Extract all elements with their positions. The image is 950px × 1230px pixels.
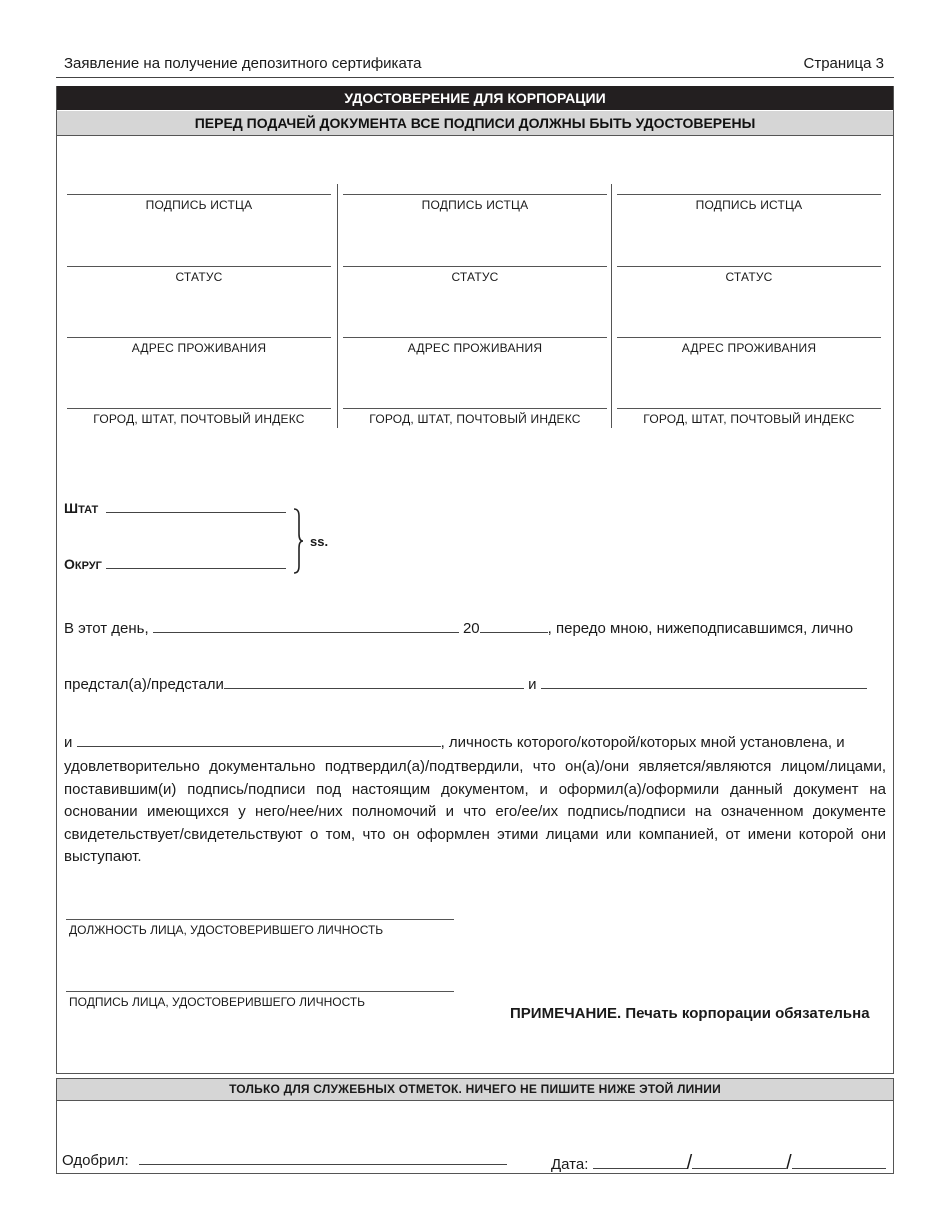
county-label: ОКРУГ [64, 556, 286, 572]
address-label: АДРЕС ПРОЖИВАНИЯ [407, 341, 543, 355]
status-field[interactable] [67, 266, 331, 267]
county-field[interactable] [106, 556, 286, 569]
state-field[interactable] [106, 500, 286, 513]
address-field[interactable] [67, 337, 331, 338]
acknowledgment-line-3: и , личность которого/которой/которых мной установлена, и [64, 734, 845, 751]
date-month-field[interactable] [593, 1156, 687, 1169]
signature-field[interactable] [343, 194, 607, 195]
date-row: Дата: / / [551, 1152, 886, 1175]
acknowledgment-line-1: В этот день, 20 , передо мною, нижеподписавшимся, лично [64, 620, 854, 637]
form-subtitle: ПЕРЕД ПОДАЧЕЙ ДОКУМЕНТА ВСЕ ПОДПИСИ ДОЛЖНЫ БЫТЬ УДОСТОВЕРЕНЫ [57, 111, 893, 136]
city-state-zip-field[interactable] [67, 408, 331, 409]
date-year-field[interactable] [792, 1156, 886, 1169]
column-divider [337, 184, 338, 428]
signature-field[interactable] [67, 194, 331, 195]
date-day-field[interactable] [692, 1156, 786, 1169]
address-field[interactable] [343, 337, 607, 338]
signature-label: ПОДПИСЬ ИСТЦА [695, 198, 803, 212]
city-state-zip-label: ГОРОД, ШТАТ, ПОЧТОВЫЙ ИНДЕКС [369, 412, 581, 426]
status-label: СТАТУС [725, 270, 773, 284]
document-title: Заявление на получение депозитного сертификата [64, 55, 422, 72]
approved-by-row: Одобрил: [62, 1152, 507, 1169]
appeared-name-field-2[interactable] [541, 676, 867, 689]
status-field[interactable] [617, 266, 881, 267]
status-label: СТАТУС [175, 270, 223, 284]
city-state-zip-label: ГОРОД, ШТАТ, ПОЧТОВЫЙ ИНДЕКС [93, 412, 305, 426]
appeared-name-field-1[interactable] [224, 676, 524, 689]
signature-field[interactable] [617, 194, 881, 195]
approved-by-field[interactable] [139, 1152, 507, 1165]
header-divider [56, 77, 894, 78]
address-field[interactable] [617, 337, 881, 338]
brace-icon [292, 508, 304, 574]
acknowledgment-body: удовлетворительно документально подтвердил(а)/подтвердили, что он(а)/они является/являются лицом/лицами, поставившим(и) подпись/подписи под настоящим документом, и оформил(а)/оформили данный документ на основании имеющихся у него/нее/них полномочий и что его/ее/их подпись/подписи на означенном документе свидетельствует/свидетельствуют о том, что он оформлен этими лицами или компанией, от имени которой они выступают. [64, 758, 886, 865]
day-field[interactable] [153, 620, 459, 633]
officer-title-label: ДОЛЖНОСТЬ ЛИЦА, УДОСТОВЕРИВШЕГО ЛИЧНОСТЬ [69, 923, 384, 937]
officer-signature-field[interactable] [66, 991, 454, 992]
appeared-name-field-3[interactable] [77, 734, 441, 747]
signature-label: ПОДПИСЬ ИСТЦА [421, 198, 529, 212]
city-state-zip-field[interactable] [343, 408, 607, 409]
corporate-seal-note: ПРИМЕЧАНИЕ. Печать корпорации обязательна [510, 1005, 870, 1022]
form-title: УДОСТОВЕРЕНИЕ ДЛЯ КОРПОРАЦИИ [57, 86, 893, 110]
address-label: АДРЕС ПРОЖИВАНИЯ [131, 341, 267, 355]
ss-label: ss. [310, 534, 329, 549]
city-state-zip-field[interactable] [617, 408, 881, 409]
column-divider [611, 184, 612, 428]
status-field[interactable] [343, 266, 607, 267]
status-label: СТАТУС [451, 270, 499, 284]
signature-label: ПОДПИСЬ ИСТЦА [145, 198, 253, 212]
page-number: Страница 3 [803, 55, 884, 72]
acknowledgment-line-2: предстал(а)/предстали и [64, 676, 867, 693]
city-state-zip-label: ГОРОД, ШТАТ, ПОЧТОВЫЙ ИНДЕКС [643, 412, 855, 426]
officer-title-field[interactable] [66, 919, 454, 920]
year-field[interactable] [480, 620, 548, 633]
state-label: ШТАТ [64, 500, 286, 516]
officer-signature-label: ПОДПИСЬ ЛИЦА, УДОСТОВЕРИВШЕГО ЛИЧНОСТЬ [69, 995, 366, 1009]
office-use-header: ТОЛЬКО ДЛЯ СЛУЖЕБНЫХ ОТМЕТОК. НИЧЕГО НЕ ПИШИТЕ НИЖЕ ЭТОЙ ЛИНИИ [57, 1079, 893, 1101]
address-label: АДРЕС ПРОЖИВАНИЯ [681, 341, 817, 355]
